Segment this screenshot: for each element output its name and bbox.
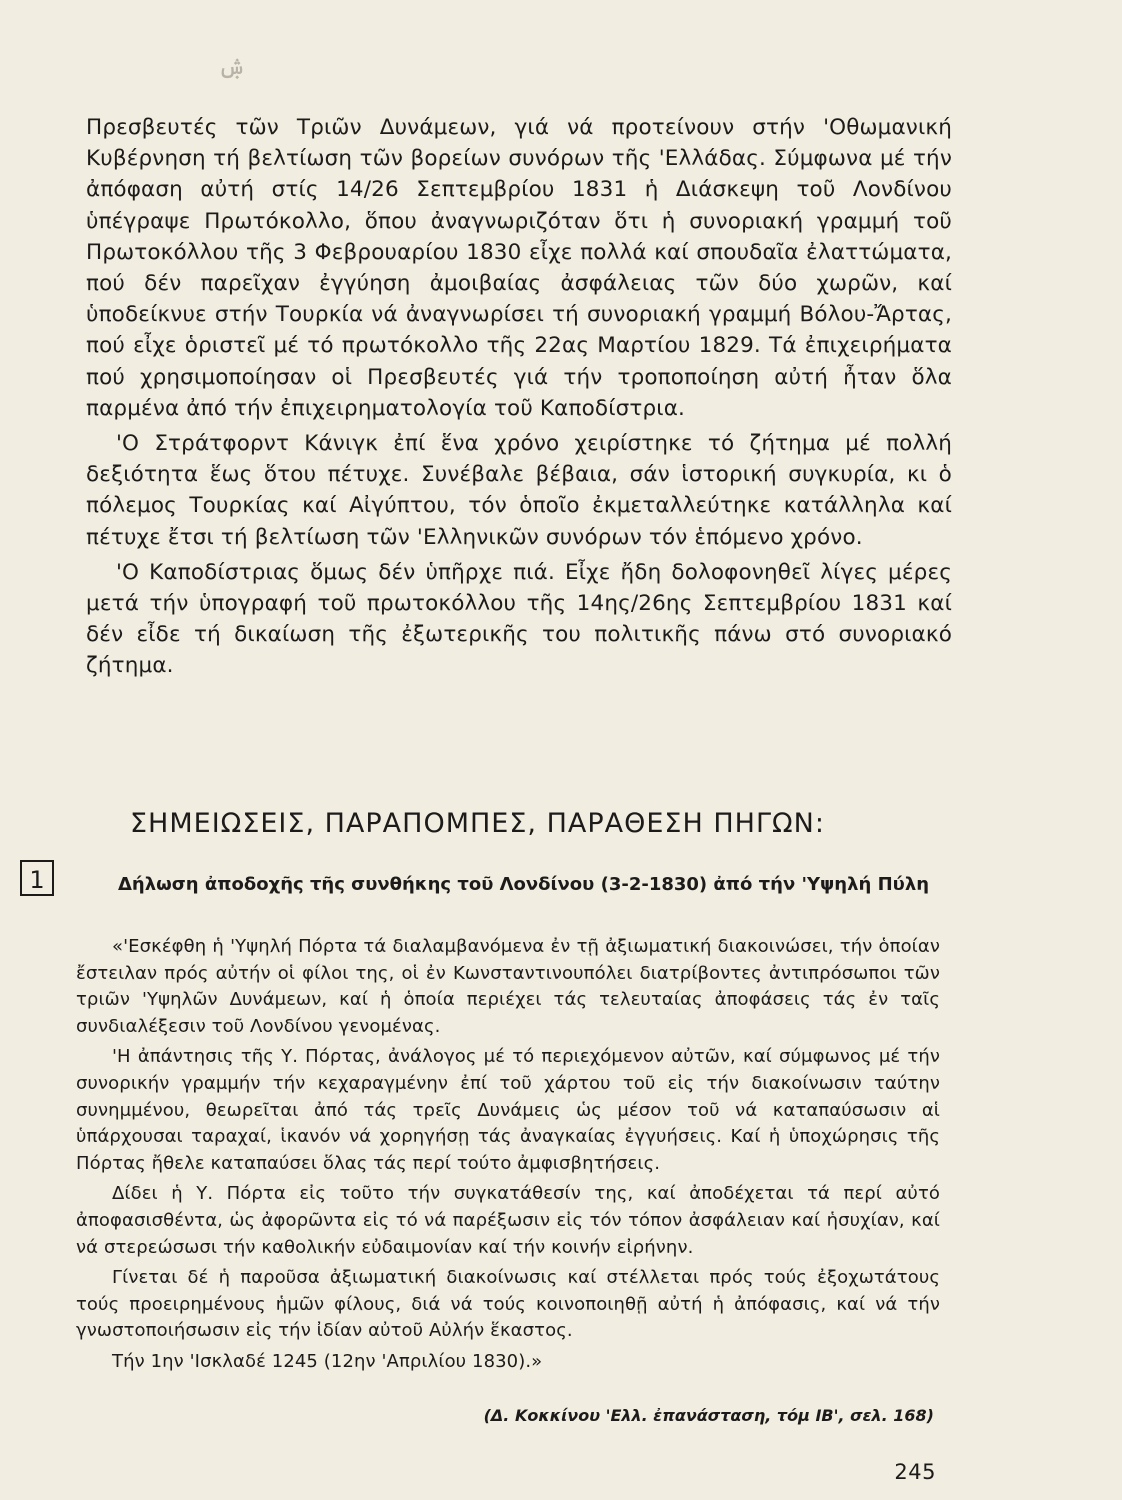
quote-paragraph-2: 'Η ἀπάντησις τῆς Υ. Πόρτας, ἀνάλογος μέ τό περιεχόμενον αὐτῶν, καί σύμφωνος μέ τήν συνορικήν γραμμήν τήν κεχαραγμένην ἐπί τοῦ χάρτου τοῦ εἰς τήν διακοίνωσιν ταύτην συνημμένου, θεωρεῖται ἀπό τάς τρεῖς Δυνάμεις ὡς μέσον τοῦ νά καταπαύσωσιν αἱ ὑπάρχουσαι ταραχαί, ἱκανόν νά χορηγήσῃ τάς ἀναγκαίας ἐγγυήσεις. Καί ἡ ὑποχώρησις τῆς Πόρτας ἤθελε καταπαύσει ὅλας τάς περί τούτο ἀμφισβητήσεις.	[76, 1046, 940, 1174]
main-paragraph-1: Πρεσβευτές τῶν Τριῶν Δυνάμεων, γιά νά προτείνουν στήν 'Οθωμανική Κυβέρνηση τή βελτίωση τῶν βορείων συνόρων τῆς 'Ελλάδας. Σύμφωνα μέ τήν ἀπόφαση αὐτή στίς 14/26 Σεπτεμβρίου 1831 ἡ Διάσκεψη τοῦ Λονδίνου ὑπέγραψε Πρωτόκολλο, ὅπου ἀναγνωριζόταν ὅτι ἡ συνοριακή γραμμή τοῦ Πρωτοκόλλου τῆς 3 Φεβρουαρίου 1830 εἶχε πολλά καί σπουδαῖα ἐλαττώματα, πού δέν παρεῖχαν ἐγγύηση ἀμοιβαίας ἀσφάλειας τῶν δύο χωρῶν, καί ὑποδείκνυε στήν Τουρκία νά ἀναγνωρίσει τή συνοριακή γραμμή Βόλου-Ἄρτας, πού εἶχε ὁριστεῖ μέ τό πρωτόκολλο τῆς 22ας Μαρτίου 1829. Τά ἐπιχειρήματα πού χρησιμοποίησαν οἱ Πρεσβευτές γιά τήν τροποποίηση αὐτή ἦταν ὅλα παρμένα ἀπό τήν ἐπιχειρηματολογία τοῦ Καποδίστρια.	[86, 115, 952, 421]
main-paragraph-2: 'Ο Στράτφορντ Κάνιγκ ἐπί ἕνα χρόνο χειρίστηκε τό ζήτημα μέ πολλή δεξιότητα ἕως ὅτου πέτυχε. Συνέβαλε βέβαια, σάν ἱστορική συγκυρία, κι ὁ πόλεμος Τουρκίας καί Αἰγύπτου, τόν ὁποῖο ἐκμεταλλεύτηκε κατάλληλα καί πέτυχε ἔτσι τή βελτίωση τῶν 'Ελληνικῶν συνόρων τόν ἑπόμενο χρόνο.	[86, 431, 952, 550]
note-title-text: Δήλωση ἀποδοχῆς τῆς συνθήκης τοῦ Λονδίνου (3-2-1830) ἀπό τήν 'Υψηλή Πύλη	[118, 874, 930, 895]
main-text	[86, 112, 952, 686]
main-paragraph-3: 'Ο Καποδίστριας ὅμως δέν ὑπῆρχε πιά. Εἶχε ἤδη δολοφονηθεῖ λίγες μέρες μετά τήν ὑπογραφή τοῦ πρωτοκόλλου τῆς 14ης/26ης Σεπτεμβρίου 1831 καί δέν εἶδε τή δικαίωση τῆς ἐξωτερικῆς του πολιτικῆς πάνω στό συνοριακό ζήτημα.	[86, 559, 952, 679]
quote-paragraph-5: Τήν 1ην 'Ισκλαδέ 1245 (12ην 'Απριλίου 1830).»	[112, 1350, 543, 1372]
corner-scan-mark: ۺ	[218, 52, 247, 80]
quote-paragraph-3: Δίδει ἡ Υ. Πόρτα εἰς τοῦτο τήν συγκατάθεσίν της, καί ἀποδέχεται τά περί αὐτό ἀποφασισθέντα, ὡς ἀφορῶντα εἰς τό νά παρέξωσιν εἰς τόν τόπον ἀσφάλειαν καί ἡσυχίαν, καί νά στερεώσωσι τήν καθολικήν εὐδαιμονίαν καί τήν κοινήν εἰρήνην.	[76, 1183, 940, 1258]
page-number: 245	[894, 1460, 936, 1484]
note-quote	[76, 934, 940, 1380]
quote-paragraph-1: «'Εσκέφθη ἡ 'Υψηλή Πόρτα τά διαλαμβανόμενα ἐν τῇ ἀξιωματική διακοινώσει, τήν ὁποίαν ἔστειλαν πρός αὐτήν οἱ φίλοι της, οἱ ἐν Κωνσταντινουπόλει διατρίβοντες ἀντιπρόσωποι τῶν τριῶν 'Υψηλῶν Δυνάμεων, καί ἡ ὁποία περιέχει τάς τελευταίας ἀποφάσεις τάς ἐν ταῖς συνδιαλέξεσιν τοῦ Λονδίνου γενομένας.	[76, 936, 940, 1037]
section-heading: ΣΗΜΕΙΩΣΕΙΣ, ΠΑΡΑΠΟΜΠΕΣ, ΠΑΡΑΘΕΣΗ ΠΗΓΩΝ:	[130, 808, 825, 839]
quote-paragraph-4: Γίνεται δέ ἡ παροῦσα ἀξιωματική διακοίνωσις καί στέλλεται πρός τούς ἐξοχωτάτους τούς προειρημένους ἡμῶν φίλους, διά νά τούς κοινοποιηθῇ αὐτή ἡ ἀπόφασις, καί νά τήν γνωστοποιήσωσιν εἰς τήν ἰδίαν αὐτοῦ Αὐλήν ἕκαστος.	[76, 1267, 940, 1342]
note-number-box: 1	[20, 860, 54, 896]
quote-source: (Δ. Κοκκίνου 'Ελλ. ἐπανάσταση, τόμ ΙΒ', σελ. 168)	[483, 1406, 934, 1425]
note-title	[82, 872, 948, 898]
